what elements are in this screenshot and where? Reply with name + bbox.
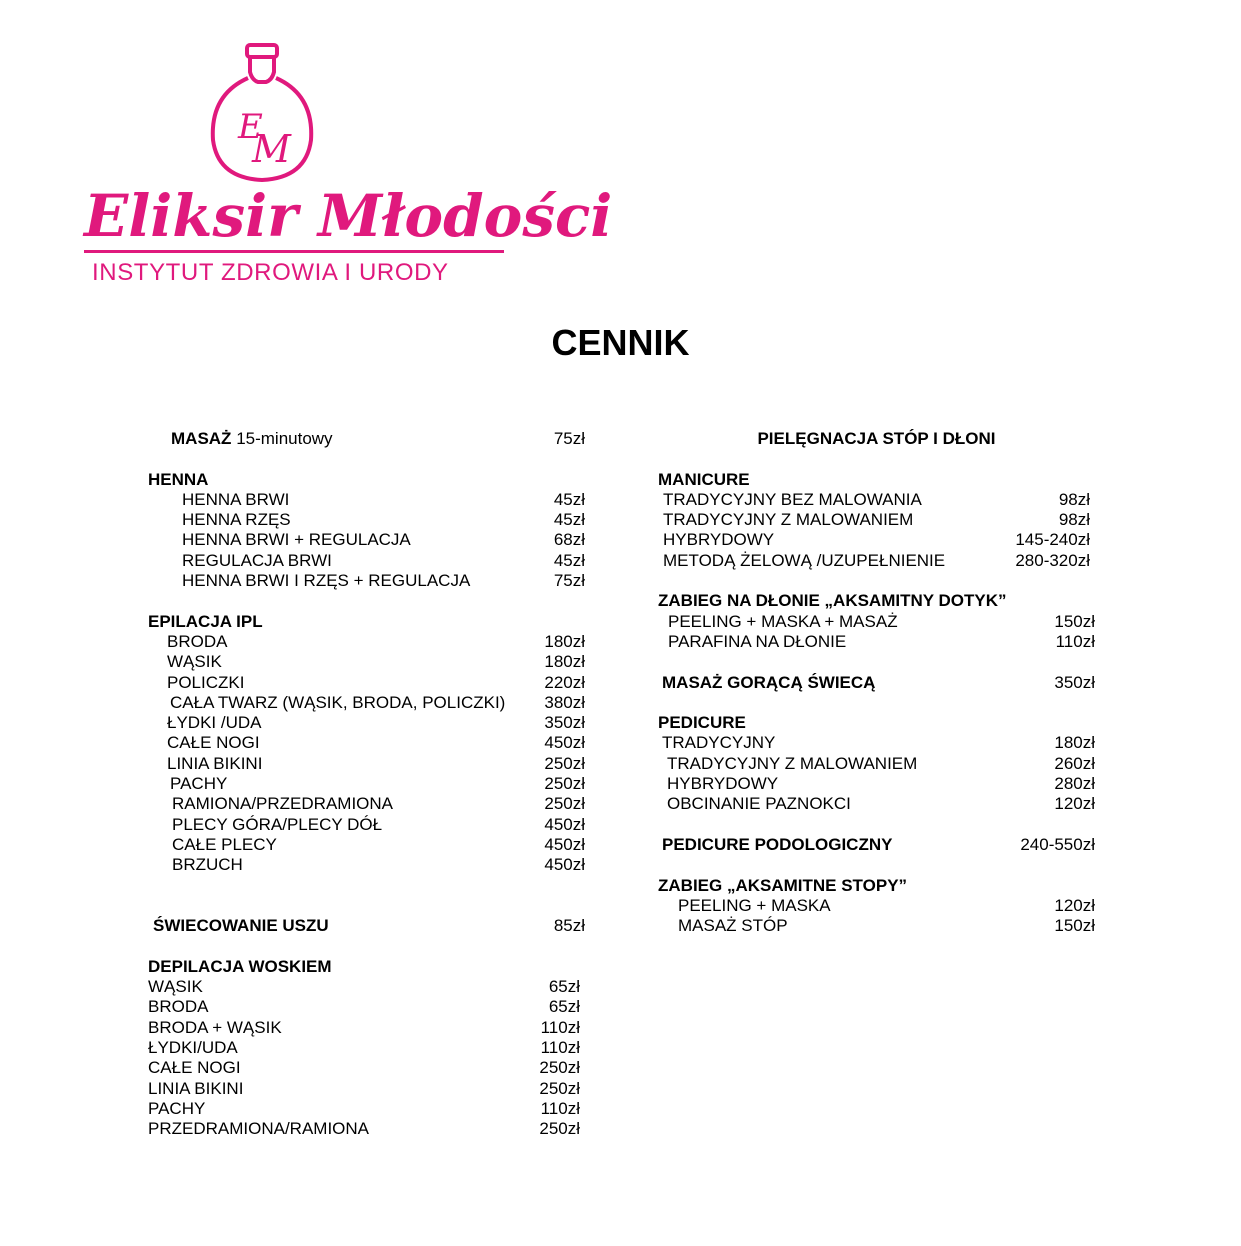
list-item: WĄSIK 180zł — [167, 652, 585, 672]
brand-tagline: INSTYTUT ZDROWIA I URODY — [92, 259, 449, 286]
dlonie-heading: ZABIEG NA DŁONIE „AKSAMITNY DOTYK” — [658, 591, 1007, 611]
left-column — [148, 429, 585, 1139]
woskiem-list — [148, 977, 580, 1139]
swiecowanie-row: ŚWIECOWANIE USZU 85zł — [153, 916, 585, 936]
pedicure-heading: PEDICURE — [658, 713, 746, 733]
masaz-price: 75zł — [553, 429, 585, 448]
list-item: HENNA BRWI I RZĘS + REGULACJA 75zł — [182, 571, 585, 591]
dlonie-list — [658, 612, 1095, 653]
list-item: METODĄ ŻELOWĄ /UZUPEŁNIENIE 280-320zł — [663, 550, 1090, 570]
list-item: BRODA + WĄSIK 110zł — [148, 1017, 580, 1037]
list-item: RAMIONA/PRZEDRAMIONA 250zł — [172, 794, 585, 814]
list-item: BRODA 65zł — [148, 997, 580, 1017]
monogram-e: E — [238, 107, 263, 147]
list-item: PEELING + MASKA 120zł — [678, 895, 1095, 915]
list-item: HENNA BRWI 45zł — [182, 489, 585, 509]
list-item: POLICZKI 220zł — [167, 672, 585, 692]
list-item: OBCINANIE PAZNOKCI 120zł — [667, 794, 1095, 814]
ipl-heading: EPILACJA IPL — [148, 611, 263, 631]
perfume-bottle-logo — [80, 40, 613, 290]
list-item: TRADYCYJNY Z MALOWANIEM 98zł — [663, 510, 1090, 530]
list-item: TRADYCYJNY 180zł — [662, 733, 1095, 753]
monogram-m: M — [252, 127, 291, 171]
masaz-desc: 15-minutowy — [236, 429, 333, 448]
list-item: HENNA BRWI + REGULACJA 68zł — [182, 530, 585, 550]
list-item: PLECY GÓRA/PLECY DÓŁ 450zł — [172, 814, 585, 834]
list-item: TRADYCYJNY Z MALOWANIEM 260zł — [667, 753, 1095, 773]
henna-list — [148, 490, 585, 591]
list-item: BRODA 180zł — [167, 631, 585, 651]
list-item: TRADYCYJNY BEZ MALOWANIA 98zł — [663, 489, 1090, 509]
page-title: CENNIK — [551, 322, 690, 363]
list-item: ŁYDKI/UDA 110zł — [148, 1037, 580, 1057]
list-item: PARAFINA NA DŁONIE 110zł — [668, 631, 1095, 651]
list-item: CAŁE PLECY 450zł — [172, 834, 585, 854]
list-item: PRZEDRAMIONA/RAMIONA 250zł — [148, 1119, 580, 1139]
list-item: HENNA RZĘS 45zł — [182, 510, 585, 530]
list-item: CAŁE NOGI 250zł — [148, 1058, 580, 1078]
list-item: MASAŻ STÓP 150zł — [678, 916, 1095, 936]
masaz-name: MASAŻ — [171, 429, 232, 448]
henna-heading: HENNA — [148, 469, 209, 489]
list-item: PACHY 250zł — [170, 774, 585, 794]
pedicure-list — [658, 733, 1095, 814]
list-item: ŁYDKI /UDA 350zł — [167, 713, 585, 733]
list-item: BRZUCH 450zł — [172, 855, 585, 875]
list-item: LINIA BIKINI 250zł — [148, 1078, 580, 1098]
list-item: PEELING + MASKA + MASAŻ 150zł — [668, 611, 1095, 631]
list-item: WĄSIK 65zł — [148, 977, 580, 997]
manicure-list — [658, 490, 1090, 571]
brand-name: Eliksir Młodości — [84, 182, 613, 250]
list-item: HYBRYDOWY 280zł — [667, 774, 1095, 794]
stopy-heading: ZABIEG „AKSAMITNE STOPY” — [658, 875, 908, 895]
right-heading: PIELĘGNACJA STÓP I DŁONI — [757, 429, 996, 448]
right-column — [658, 429, 1095, 936]
list-item: CAŁA TWARZ (WĄSIK, BRODA, POLICZKI) 380zł — [170, 692, 585, 712]
list-item: PACHY 110zł — [148, 1098, 580, 1118]
podologiczny-row: PEDICURE PODOLOGICZNY 240-550zł — [662, 834, 1095, 854]
list-item: HYBRYDOWY 145-240zł — [663, 530, 1090, 550]
list-item: LINIA BIKINI 250zł — [167, 753, 585, 773]
brand-logo — [80, 40, 613, 290]
list-item: CAŁE NOGI 450zł — [167, 733, 585, 753]
list-item: REGULACJA BRWI 45zł — [182, 550, 585, 570]
ipl-list — [148, 632, 585, 876]
masaz-row — [148, 429, 585, 449]
woskiem-heading: DEPILACJA WOSKIEM — [148, 956, 332, 976]
swieca-row: MASAŻ GORĄCĄ ŚWIECĄ 350zł — [662, 672, 1095, 692]
manicure-heading: MANICURE — [658, 469, 750, 489]
stopy-list — [658, 896, 1095, 937]
